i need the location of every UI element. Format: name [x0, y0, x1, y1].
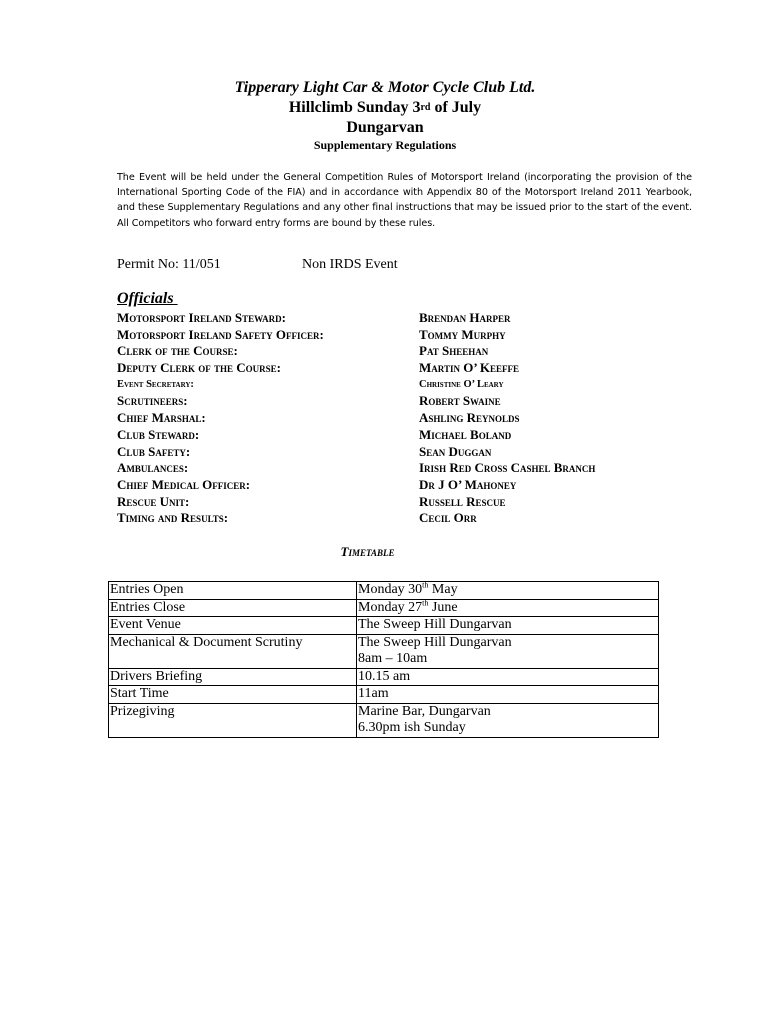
timetable-value — [357, 617, 659, 635]
official-row — [117, 477, 677, 494]
value-text: Marine Bar, Dungarvan — [358, 703, 491, 719]
official-name: Russell Rescue — [419, 493, 506, 509]
official-row — [117, 393, 677, 410]
event-title — [0, 99, 770, 117]
value-ordinal: th — [422, 597, 429, 607]
timetable-value — [357, 686, 659, 704]
table-row — [109, 634, 659, 668]
timetable-label: Event Venue — [109, 617, 357, 635]
official-row — [117, 310, 677, 327]
official-role: Clerk of the Course: — [117, 343, 238, 359]
official-role: Motorsport Ireland Steward: — [117, 310, 286, 325]
value-text: 6.30pm ish Sunday — [358, 720, 466, 735]
timetable-label: Prizegiving — [109, 703, 357, 737]
official-name: Pat Sheehan — [419, 343, 489, 359]
officials-heading — [117, 290, 178, 308]
official-role: Rescue Unit: — [117, 493, 190, 509]
value-text: May — [428, 582, 458, 597]
official-name: Dr J O’ Mahoney — [419, 476, 517, 492]
official-role: Chief Medical Officer: — [117, 476, 251, 492]
official-row — [117, 444, 677, 461]
timetable-label: Start Time — [109, 686, 357, 704]
value-text: The Sweep Hill Dungarvan — [358, 617, 512, 632]
official-name: Irish Red Cross Cashel Branch — [419, 460, 596, 476]
official-name: Ashling Reynolds — [419, 410, 520, 426]
club-title: Tipperary Light Car & Motor Cycle Club Ltd. — [234, 79, 536, 96]
official-role: Motorsport Ireland Safety Officer: — [117, 326, 324, 342]
value-text: 8am – 10am — [358, 651, 428, 666]
timetable-heading: Timetable — [340, 544, 395, 559]
timetable-value — [357, 668, 659, 686]
official-row — [117, 343, 677, 360]
official-name: Robert Swaine — [419, 393, 501, 409]
timetable-label: Entries Open — [109, 582, 357, 600]
timetable-value — [357, 634, 659, 668]
table-row — [109, 599, 659, 617]
document-subtitle: Supplementary Regulations — [313, 138, 457, 152]
official-name: Michael Boland — [419, 426, 512, 442]
timetable-value — [357, 703, 659, 737]
intro-paragraph: The Event will be held under the General Competition Rules of Motorsport Ireland (incorporating the provision of the International Sporting Code of the FIA) and in accordance with Appendix 80 of the Motorsport Ireland 2011 Yearbook, and these Supplementary Regulations and any other final instructions that may be issued prior to the start of the event. All Competitors who forward entry forms are bound by these rules. — [117, 172, 692, 229]
value-text: Monday 27 — [358, 599, 423, 615]
table-row — [109, 668, 659, 686]
event-title-suffix: of July — [434, 99, 482, 116]
official-row — [117, 377, 677, 394]
event-title-prefix: Hillclimb Sunday 3 — [288, 99, 421, 116]
official-role: Event Secretary: — [117, 378, 194, 390]
official-row — [117, 510, 677, 527]
official-role: Deputy Clerk of the Course: — [117, 360, 282, 376]
official-role: Club Safety: — [117, 443, 191, 459]
permit-number: Permit No: 11/051 — [117, 257, 221, 272]
official-name: Brendan Harper — [419, 310, 511, 325]
table-row — [109, 582, 659, 600]
official-row — [117, 360, 677, 377]
timetable-value — [357, 599, 659, 617]
timetable-table — [108, 581, 659, 738]
value-ordinal: th — [422, 580, 429, 590]
timetable-label: Mechanical & Document Scrutiny — [109, 634, 357, 668]
official-role: Ambulances: — [117, 460, 189, 476]
table-row — [109, 686, 659, 704]
timetable-value — [357, 582, 659, 600]
value-text: 10.15 am — [358, 668, 411, 684]
event-title-ordinal: rd — [420, 102, 431, 113]
official-role: Scrutineers: — [117, 393, 188, 409]
value-text: Monday 30 — [358, 582, 423, 597]
official-row — [117, 427, 677, 444]
official-row — [117, 494, 677, 511]
official-role: Timing and Results: — [117, 510, 229, 526]
officials-list — [117, 310, 677, 527]
official-role: Club Steward: — [117, 426, 200, 442]
permit-type: Non IRDS Event — [302, 257, 398, 272]
official-row — [117, 410, 677, 427]
event-location: Dungarvan — [346, 119, 424, 136]
value-text: 11am — [358, 686, 389, 701]
value-text: The Sweep Hill Dungarvan — [358, 634, 512, 650]
timetable-label: Entries Close — [109, 599, 357, 617]
table-row — [109, 703, 659, 737]
official-role: Chief Marshal: — [117, 410, 206, 426]
value-text: June — [428, 599, 458, 615]
table-row — [109, 617, 659, 635]
official-name: Christine O’ Leary — [419, 378, 504, 390]
official-name: Cecil Orr — [419, 510, 477, 526]
official-name: Tommy Murphy — [419, 326, 506, 342]
official-row — [117, 460, 677, 477]
official-name: Martin O’ Keeffe — [419, 360, 520, 376]
official-name: Sean Duggan — [419, 443, 492, 459]
official-row — [117, 327, 677, 344]
officials-heading-text: Officials — [117, 290, 174, 307]
timetable-label: Drivers Briefing — [109, 668, 357, 686]
